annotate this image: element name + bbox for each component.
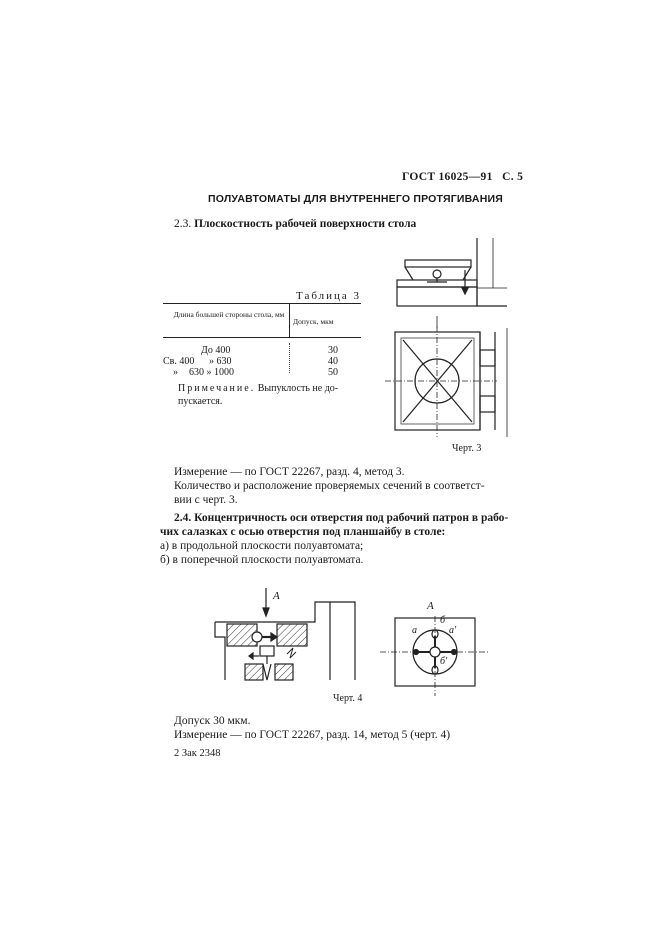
item-2-3-number: 2.3. (174, 218, 192, 230)
document-header (402, 171, 523, 183)
table-col2-header: Допуск, мкм (293, 317, 334, 326)
table-label: Таблица 3 (296, 290, 362, 302)
table-note (178, 382, 338, 408)
table-row-3-col2: 50 (328, 367, 338, 378)
tolerance-2-4: Допуск 30 мкм. (174, 715, 251, 727)
section-title: ПОЛУАВТОМАТЫ ДЛЯ ВНУТРЕННЕГО ПРОТЯГИВАНИЯ (208, 193, 503, 205)
table-row-1-col2: 30 (328, 345, 338, 356)
figure-4-arrow-label: А (273, 590, 280, 602)
item-2-3-title: Плоскостность рабочей поверхности стола (194, 218, 417, 230)
figure-4-side-view (205, 582, 360, 682)
note-text-1: Выпуклость не до- (257, 383, 339, 394)
measure-2-3-line1: Измерение — по ГОСТ 22267, разд. 4, метод 3. (174, 466, 405, 478)
note-text-2: пускается. (178, 396, 223, 407)
figure-4-view-label: А (427, 600, 434, 612)
table-col1-header: Длина большей стороны стола, мм (173, 310, 285, 319)
figure-4-point-a: а (412, 625, 417, 636)
page-number: С. 5 (502, 171, 524, 183)
figure-4-point-a-prime: а' (449, 625, 457, 636)
item-2-4-line1 (174, 511, 508, 525)
note-label: Примечание. (178, 383, 256, 394)
table-row-3-col1b: 630 » 1000 (189, 367, 234, 378)
item-2-4-text-1: 2.4. Концентричность оси отверстия под рабочий патрон в рабо- (174, 512, 509, 524)
figure-4-point-b: б (440, 615, 446, 626)
measure-2-4: Измерение — по ГОСТ 22267, разд. 14, метод 5 (черт. 4) (174, 729, 451, 741)
table-row-2-col1a: Св. 400 (163, 356, 195, 367)
figure-4-point-b-prime: б' (440, 656, 448, 667)
figure-4-caption: Черт. 4 (333, 693, 363, 704)
item-2-3-heading (174, 218, 416, 230)
item-2-4-line2: чих салазках с осью отверстия под планшайбу в столе: (160, 526, 446, 538)
measure-2-3-line2: Количество и расположение проверяемых сечений в соответст- (174, 480, 485, 492)
measure-2-3-line3: вии с черт. 3. (174, 494, 238, 506)
figure-4-top-view (380, 616, 490, 696)
table-row-3-col1a: » (173, 367, 178, 378)
table-row-1-col1: До 400 (201, 345, 231, 356)
doc-id: ГОСТ 16025—91 (402, 171, 493, 183)
item-2-4-line3: а) в продольной плоскости полуавтомата; (160, 540, 364, 552)
table-row-2-col2: 40 (328, 356, 338, 367)
page-footer: 2 Зак 2348 (174, 748, 221, 759)
table-row-2-col1b: » 630 (209, 356, 232, 367)
item-2-4-line4: б) в поперечной плоскости полуавтомата. (160, 554, 364, 566)
figure-3-drawing (385, 232, 515, 457)
figure-3-caption: Черт. 3 (452, 443, 482, 454)
